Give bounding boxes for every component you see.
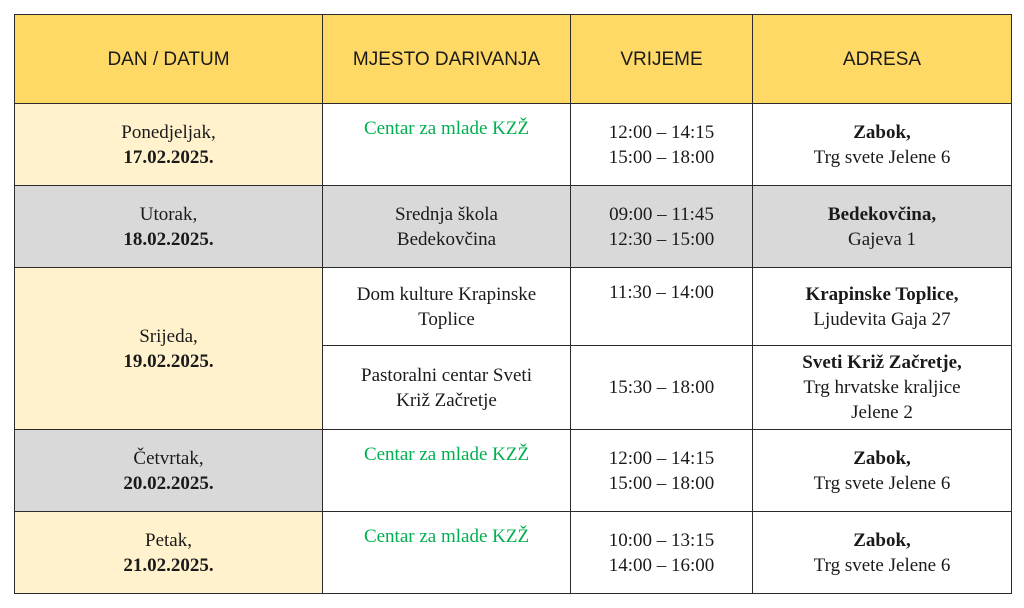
day-cell <box>15 512 323 594</box>
place-name: Srednja škola <box>395 203 498 225</box>
address-cell <box>753 430 1012 512</box>
address-street: Trg svete Jelene 6 <box>813 554 951 576</box>
address-cell <box>753 186 1012 268</box>
address-city: Bedekovčina, <box>827 203 937 225</box>
day-name: Četvrtak, <box>133 447 204 469</box>
time-slot: 12:00 – 14:15 <box>608 121 715 143</box>
time-slot: 15:00 – 18:00 <box>608 146 715 168</box>
time-slot: 11:30 – 14:00 <box>609 282 714 303</box>
day-cell <box>15 430 323 512</box>
day-date: 20.02.2025. <box>123 472 214 494</box>
day-cell <box>15 104 323 186</box>
address-cell <box>753 104 1012 186</box>
day-date: 19.02.2025. <box>123 350 214 372</box>
address-street: Trg hrvatske kraljice <box>803 377 961 398</box>
place-cell <box>323 268 571 346</box>
place-name: Centar za mlade KZŽ <box>363 526 530 547</box>
place-cell <box>323 104 571 186</box>
day-name: Srijeda, <box>139 325 198 347</box>
place-name: Toplice <box>418 308 475 330</box>
place-name: Centar za mlade KZŽ <box>363 444 530 465</box>
address-cell <box>753 512 1012 594</box>
day-date: 17.02.2025. <box>123 146 214 168</box>
table-row <box>15 104 1012 186</box>
address-cell <box>753 346 1012 430</box>
place-name: Dom kulture Krapinske <box>356 283 537 305</box>
day-name: Ponedjeljak, <box>121 121 216 143</box>
time-slot: 15:30 – 18:00 <box>608 377 715 398</box>
place-cell <box>323 346 571 430</box>
address-city: Zabok, <box>853 447 911 469</box>
day-cell <box>15 268 323 430</box>
address-street: Gajeva 1 <box>847 228 917 250</box>
place-name: Pastoralni centar Sveti <box>361 364 532 386</box>
header-place: MJESTO DARIVANJA <box>323 15 571 104</box>
time-slot: 10:00 – 13:15 <box>608 529 715 551</box>
place-cell <box>323 430 571 512</box>
day-date: 21.02.2025. <box>123 554 214 576</box>
place-name: Bedekovčina <box>396 228 497 250</box>
time-cell <box>571 346 753 430</box>
time-cell <box>571 512 753 594</box>
time-slot: 15:00 – 18:00 <box>608 472 715 494</box>
day-cell <box>15 186 323 268</box>
header-day: DAN / DATUM <box>15 15 323 104</box>
place-name: Centar za mlade KZŽ <box>363 118 530 139</box>
table-row <box>15 512 1012 594</box>
address-city: Zabok, <box>853 121 911 143</box>
address-street: Trg svete Jelene 6 <box>813 146 951 168</box>
header-row <box>15 15 1012 104</box>
place-cell <box>323 186 571 268</box>
day-name: Petak, <box>145 529 192 551</box>
table-row <box>15 186 1012 268</box>
address-city: Zabok, <box>853 529 911 551</box>
schedule-table <box>14 14 1012 594</box>
day-date: 18.02.2025. <box>123 228 214 250</box>
header-time: VRIJEME <box>571 15 753 104</box>
place-name: Križ Začretje <box>396 389 497 411</box>
address-street: Trg svete Jelene 6 <box>813 472 951 494</box>
time-slot: 14:00 – 16:00 <box>608 554 715 576</box>
day-name: Utorak, <box>139 203 198 225</box>
address-cell <box>753 268 1012 346</box>
time-cell <box>571 268 753 346</box>
header-address: ADRESA <box>753 15 1012 104</box>
time-cell <box>571 186 753 268</box>
address-street: Jelene 2 <box>851 402 913 423</box>
table-row <box>15 430 1012 512</box>
time-cell <box>571 104 753 186</box>
time-slot: 12:30 – 15:00 <box>608 228 715 250</box>
address-city: Sveti Križ Začretje, <box>802 352 962 373</box>
time-cell <box>571 430 753 512</box>
place-cell <box>323 512 571 594</box>
table-row <box>15 268 1012 346</box>
address-street: Ljudevita Gaja 27 <box>813 308 951 330</box>
address-city: Krapinske Toplice, <box>805 283 959 305</box>
time-slot: 09:00 – 11:45 <box>609 203 714 225</box>
time-slot: 12:00 – 14:15 <box>608 447 715 469</box>
